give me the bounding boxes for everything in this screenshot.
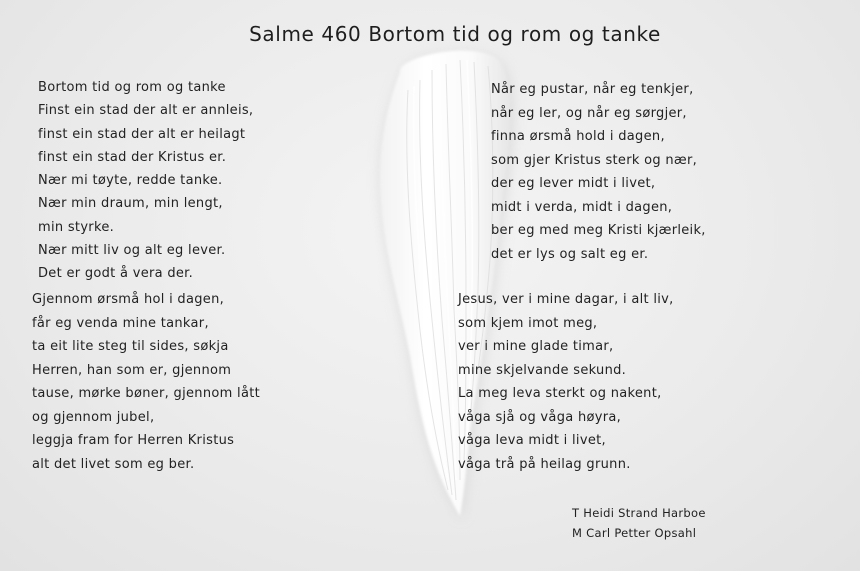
page-title: Salme 460 Bortom tid og rom og tanke	[249, 22, 661, 46]
stanza-3	[32, 288, 260, 476]
verse-line: som gjer Kristus sterk og nær,	[491, 152, 698, 168]
verse-line: min styrke.	[38, 219, 115, 235]
verse-line: leggja fram for Herren Kristus	[32, 433, 235, 448]
verse-line: Gjennom ørsmå hol i dagen,	[32, 292, 225, 307]
verse-line: våga sjå og våga høyra,	[458, 409, 622, 425]
verse-line: Når eg pustar, når eg tenkjer,	[491, 82, 694, 97]
verse-line: ver i mine glade timar,	[458, 339, 614, 354]
verse-line: ber eg med meg Kristi kjærleik,	[491, 223, 706, 238]
verse-line: Nær mi tøyte, redde tanke.	[38, 173, 223, 189]
verse-line: og gjennom jubel,	[32, 409, 155, 425]
verse-line: våga leva midt i livet,	[458, 433, 606, 448]
verse-line: får eg venda mine tankar,	[32, 315, 209, 331]
verse-line: finst ein stad der alt er heilagt	[38, 126, 246, 142]
verse-line: finna ørsmå hold i dagen,	[491, 129, 665, 144]
verse-line: Nær mitt liv og alt eg lever.	[38, 243, 226, 259]
stanza-4	[458, 288, 674, 476]
verse-line: La meg leva sterkt og nakent,	[458, 386, 662, 401]
verse-line: ta eit lite steg til sides, søkja	[32, 339, 229, 354]
stanza-2	[491, 78, 706, 266]
verse-line: tause, mørke bøner, gjennom lått	[32, 386, 261, 401]
verse-line: der eg lever midt i livet,	[491, 176, 656, 191]
verse-line: det er lys og salt eg er.	[491, 246, 649, 262]
verse-line: midt i verda, midt i dagen,	[491, 199, 673, 215]
text-author-credit: T Heidi Strand Harboe	[572, 506, 706, 520]
verse-line: Jesus, ver i mine dagar, i alt liv,	[458, 292, 674, 307]
verse-line: alt det livet som eg ber.	[32, 456, 195, 472]
verse-line: finst ein stad der Kristus er.	[38, 149, 227, 165]
verse-line: mine skjelvande sekund.	[458, 362, 627, 378]
verse-line: Herren, han som er, gjennom	[32, 362, 232, 378]
verse-line: Nær min draum, min lengt,	[38, 196, 223, 212]
verse-line: våga trå på heilag grunn.	[458, 456, 631, 472]
stanza-1	[38, 76, 253, 286]
music-composer-credit: M Carl Petter Opsahl	[572, 526, 697, 540]
verse-line: som kjem imot meg,	[458, 315, 598, 331]
verse-line: når eg ler, og når eg sørgjer,	[491, 105, 687, 121]
verse-line: Bortom tid og rom og tanke	[38, 80, 226, 95]
credits	[572, 503, 706, 543]
verse-line: Finst ein stad der alt er annleis,	[38, 103, 254, 119]
verse-line: Det er godt å vera der.	[38, 266, 194, 282]
